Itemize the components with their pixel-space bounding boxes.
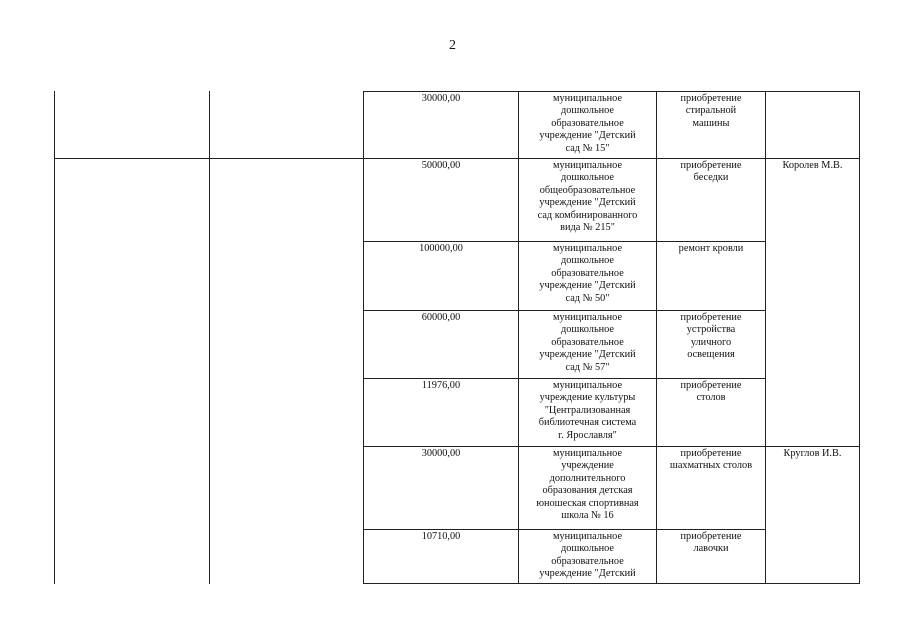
purpose-cell: приобретение шахматных столов	[669, 448, 753, 472]
purpose-cell: приобретение лавочки	[680, 531, 742, 555]
purpose-cell: приобретение беседки	[680, 160, 742, 184]
amount-cell: 30000,00	[421, 93, 461, 104]
amount-cell: 50000,00	[421, 160, 461, 171]
institution-cell: муниципальное дошкольное образовательное учреждение "Детский	[539, 531, 636, 580]
purpose-cell: приобретение устройства уличного освещения	[680, 312, 742, 361]
institution-cell: муниципальное дошкольное общеобразовательное учреждение "Детский сад комбинированного вида № 215"	[537, 160, 638, 234]
purpose-cell: ремонт кровли	[678, 243, 744, 254]
amount-cell: 100000,00	[419, 243, 463, 254]
institution-cell: муниципальное дошкольное образовательное учреждение "Детский сад № 57"	[539, 312, 636, 373]
amount-cell: 10710,00	[421, 531, 461, 542]
amount-cell: 30000,00	[421, 448, 461, 459]
deputy-cell: Королев М.В.	[782, 160, 843, 171]
page-number: 2	[449, 38, 456, 53]
institution-cell: муниципальное учреждение дополнительного образования детская юношеская спортивная школа № 16	[536, 448, 639, 522]
institution-cell: муниципальное дошкольное образовательное учреждение "Детский сад № 15"	[539, 93, 636, 154]
amount-cell: 60000,00	[421, 312, 461, 323]
purpose-cell: приобретение стиральной машины	[680, 93, 742, 129]
purpose-cell: приобретение столов	[680, 380, 742, 404]
amount-cell: 11976,00	[421, 380, 461, 391]
institution-cell: муниципальное учреждение культуры "Централизованная библиотечная система г. Ярославля"	[538, 380, 637, 441]
deputy-cell: Круглов И.В.	[783, 448, 842, 459]
institution-cell: муниципальное дошкольное образовательное учреждение "Детский сад № 50"	[539, 243, 636, 304]
